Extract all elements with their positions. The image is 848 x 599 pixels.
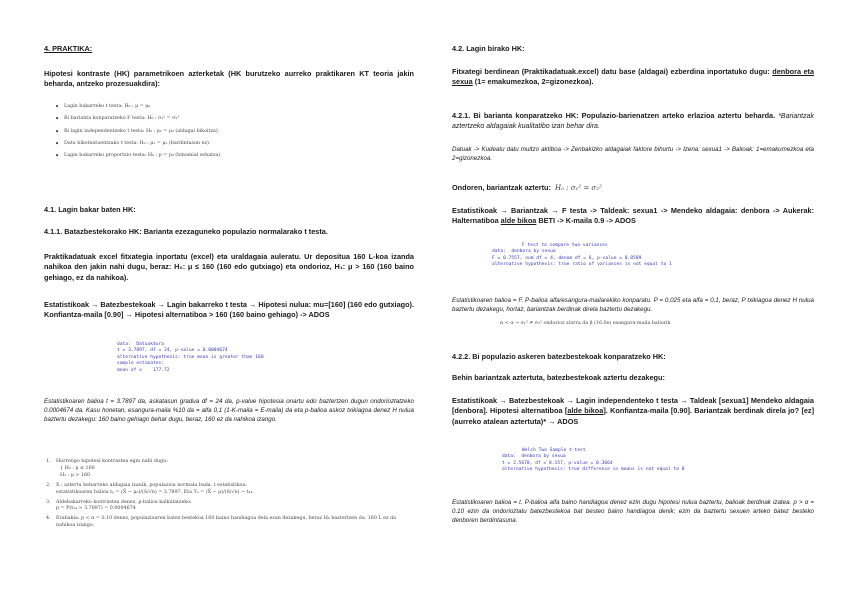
list-item [46,499,414,514]
f-test-interpretation: Estatistikoaren balioa = F. P-balioa alfa/esangura-mailarekiko konparatu. P = 0,025 eta alfa = 0,1, beraz, P txikiagoa denez H nulua baztertu dezakegu, hortaz, bariantzak berdinak direla baztertu dezakegu. [452,297,814,314]
text-run: ]. Konfiantza-maila [0.90]. Bariantzak berdinak direla jo? [ez] (aurreko atalean aztertuta)* → ADOS [452,406,815,426]
text-run: Estatistikoak → Bariantzak → F testa -> Taldeak: sexua1 -> Mendeko aldagaia: denbora -> Aukerak: Halternatiboa [452,206,814,226]
step-number: 2. [46,482,51,488]
data-management-note: Datuak -> Kudeatu datu multzo aktiboa -> Zenbakizko aldagaiak faktore bihurtu -> Izena: sexua1 -> Balioak: 1=emakumezkoa eta 2=gizonezkoa. [452,146,814,163]
step-line: { H₀ : μ ≤ 160 [60,465,95,471]
welch-interpretation: Estatistikoaren balioa = t. P-balioa alfa baino handiagoa denez ezin dugu hipotesi nulua baztertu, balioak berdinak izatea. p > α = 0.10 ezin da ondorioztatu batezbestekoa bat besteo baino handiagoa denik; ezin da baztertu sexuen arteko batez besteko denboren berdintasuna. [452,499,814,525]
label-text: Ondoren, bariantzak aztertu: [452,183,551,192]
paragraph-means: Behin bariantzak aztertuta, batezbestekoak aztertu dezakegu: [452,373,665,382]
interpretation-paragraph: Estatistikoaren balioa t = 3.7897 da, askatasun gradua df = 24 da, p-value hipotesia onartu edo baztertzen dugun ondorioztatzeko 0.0004674 da. Kasu honetan, esangura-maila %10 da = alfa 0.1 (1-K-maila = E-maila) da eta p-balioa askoz txikiagoa denez H nulua baztertu dezakegu: 160 baino gehiago behar dugu, beraz, 160 ez da nahikoa izango. [44,398,414,424]
list-item: • Lagin bakarreko t testa: H₀ : μ = μ₀ [64,101,414,113]
code-output-ftest [492,243,814,269]
alternative-underlined: alde bikoa [567,406,604,416]
list-item: • Bi lagin independentzeko t testa: H₀ : μ₁ = μ₂ (aldagai bikoitza). [64,126,414,138]
code-line: Welch Two Sample t-test [522,448,586,453]
step-line: Hurrengo hipotesi kontrastea egin nahi dugu: [56,459,168,464]
f-test-formula-line: α < α → σ₁² ≠ σ₂² ondorioz ziurra da β (16.0e) esangura-maila baliorik [500,321,671,326]
code-line: mean of x 177.72 [117,367,170,373]
subsection-heading-4-1-1: 4.1.1. Batazbestekorako HK: Barianta ezezaguneko populazio normalarako t testa. [44,227,328,236]
variance-hypothesis-line [452,183,814,193]
subsection-heading-4-2: 4.2. Lagin birako HK: [452,44,525,53]
list-item: • Bi barianta konparatzeko F testa: H₀ : σ₁² = σ₂² [64,113,414,125]
step-number: 4. [46,516,51,522]
paragraph-import-variables [452,67,814,88]
text-run: BETI -> K-maila 0.9 -> ADOS [536,216,636,226]
code-line: F test to compare two variances [522,243,608,248]
paragraph-data-import: Praktikadatuak excel fitxategia inportatu (excel) eta uraldagaia auleratu. Ur depositua 160 L-koa izanda nahikoa den jakin nahi dugu, beraz: H₀: μ ≤ 160 (160 edo gutxiago) eta ondorioz, H₁: μ > 160 (160 baino gehiago, ez da nahikoa). [44,252,414,282]
text-run: Fitxategi berdinean (Praktikadatuak.excel) datu base (aldagai) ezberdina inportatuko dugu: [452,67,773,76]
test-list [44,101,414,162]
paragraph-procedure: Estatistikoak → Batezbestekoak → Lagin bakarreko t testa → Hipotesi nulua: mu=[160] (160 edo gutxiago). Konfiantza-maila [0.90] → Hipotesi alternatiboa > 160 (160 baino gehiago) -> ADOS [44,300,414,320]
subsection-heading-4-1: 4.1. Lagin bakar baten HK: [44,205,136,214]
numbered-steps [44,459,414,533]
step-line: X : aztertu beharreko aldagaia izanik, populazioa normala bada, t estatistikoa: [56,482,247,488]
heading-text: 4.2.1. Bi barianta konparatzeko HK: Populazio-barienatzen arteko erlazioa aztertu beharda. [452,111,776,120]
variables-underlined: denbora eta sexua [452,67,815,87]
code-line: data: denbora by sexua [492,249,556,255]
code-line: F = 0.7557, num df = 4, denom df = 6, p-value = 0.8589 [492,255,642,261]
code-line: sample estimates: [117,361,165,367]
code-line: t = 2.5678, df = 8.157, p-value = 0.3664 [502,460,613,466]
text-run: Estatistikoak → Batezbestekoak → Lagin independenteko t testa → Taldeak [sexua1] Mendeko aldagaia [denbora]. Hipotesi alternatiboa [ [452,396,814,416]
step-line: nahikoa izango. [56,523,95,529]
paragraph-f-test-procedure [452,206,814,227]
subsection-heading-4-2-2: 4.2.2. Bi populazio askeren batezbestekoak konparatzeko HK: [452,352,666,361]
step-line: estatistikoaren balioa tₚ = (X̄ − μ₀)/(S/√n) = 3.7897. Eta Tₙ = (X̄ − μ)/(S/√n) ∼ t₂₄ [56,489,253,495]
step-line: Erabakia: p < α = 0.10 denez, populazioaren batez bestekoa 160 baino handiagoa dela esan dezakegu, beraz H₀ baztertzen da. 160 L ez da [56,516,396,522]
step-line: H₁ : μ > 160 [60,472,91,478]
code-line: data: Datuak$ura [117,342,165,347]
code-line: data: denbora by sexua [502,454,566,460]
list-item: • Datu bikoteatuentzako t testa: H₀ : μ₁ = μ₂ (bardintasun ez). [64,138,414,150]
code-output-ttest [117,342,414,374]
intro-paragraph: Hipotesi kontraste (HK) parametrikoen azterketak (HK burutzeko aurreko praktikaren KT teoria jakin beharda, antzeko prozesuakdira): [44,69,414,89]
step-number: 3. [46,499,51,505]
step-line: Aldebakarreko kontrastea denez, p-balioa kalkulatzeko: [56,499,192,505]
code-line: t = 3.7897, df = 24, p-value = 0.0004674 [117,348,228,354]
alternative-underlined: alde bikoa [500,216,537,226]
code-line: alternative hypothesis: true ratio of variances is not equal to 1 [492,262,672,268]
step-line: p = P(t₂₄ > 3.7897) = 0.0004674 [56,506,136,512]
code-line: alternative hypothesis: true difference in means is not equal to 0 [502,467,685,473]
code-output-welch [502,448,814,474]
text-run: (1= emakumezkoa, 2=gizonezkoa). [472,77,594,87]
step-number: 1. [46,459,51,464]
section-heading: 4. PRAKTIKA: [44,44,93,53]
list-item [46,459,414,480]
code-line: alternative hypothesis: true mean is greater than 160 [117,354,264,360]
list-item [46,482,414,497]
subsection-heading-4-2-1 [452,111,814,132]
paragraph-t-test-procedure [452,396,814,427]
heading-note: *Bariantzak aztertzeko aldagaiak kualitatibo izan behar dira. [452,113,814,131]
hypothesis-formula: H₀ : σ₁² = σ₂² [555,184,602,192]
list-item [46,516,414,530]
list-item: • Lagin bakarreko proportzio-testa: H₀ : p = p₀ (binomial zehatza). [64,150,414,162]
